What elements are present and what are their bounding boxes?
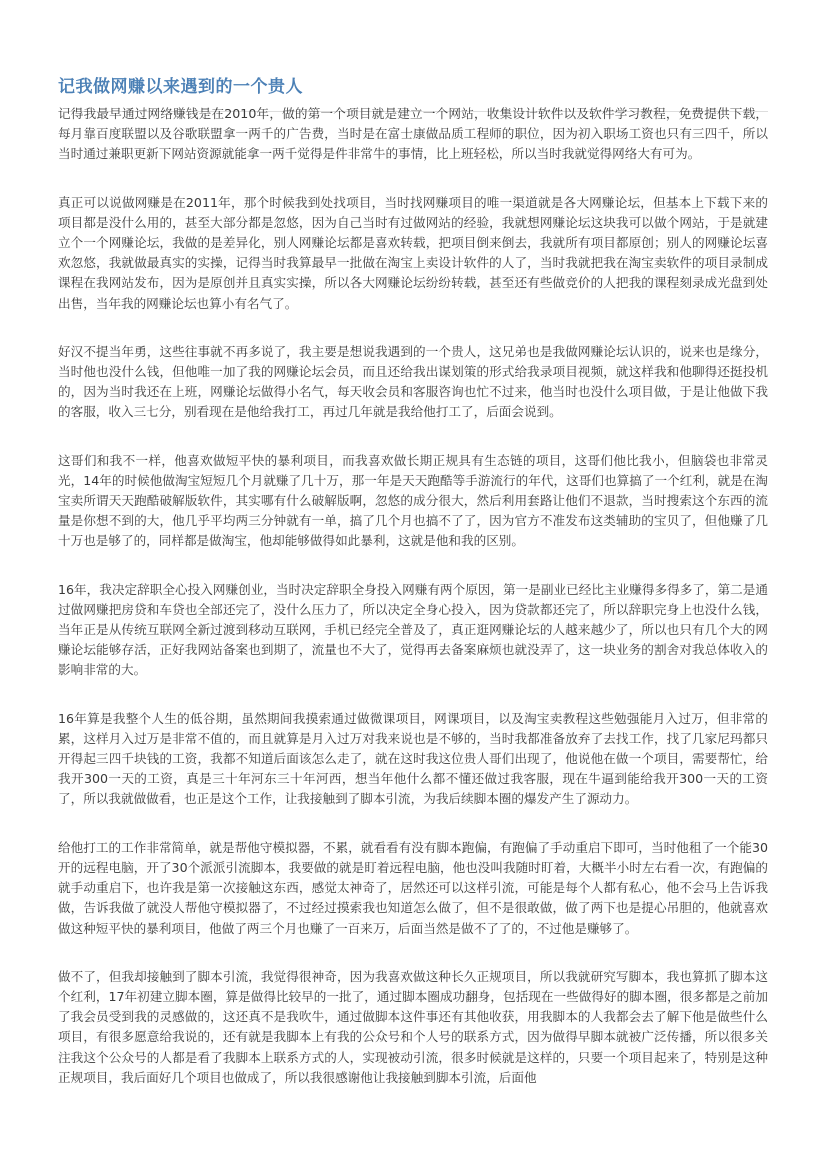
paragraph: 16年，我决定辞职全心投入网赚创业，当时决定辞职全身投入网赚有两个原因，第一是副业已经比主业赚得多得多了，第二是通过做网赚把房贷和车贷也全部还完了，没什么压力了，所以决定全身心投入，因为贷款都还完了，所以辞职完身上也没什么钱，当年正是从传统互联网全新过渡到移动互联网，手机已经完全普及了，真正逛网赚论坛的人越来越少了，所以也只有几个大的网赚论坛能够存活，正好我网站备案也到期了，流量也不大了，觉得再去备案麻烦也就没弄了，这一块业务的割舍对我总体收入的影响非常的大。 (58, 581, 768, 678)
paragraph: 给他打工的工作非常简单，就是帮他守模拟器，不累，就看看有没有脚本跑偏，有跑偏了手动重启下即可，当时他租了一个能30开的远程电脑，开了30个派派引流脚本，我要做的就是盯着远程电脑，他也没叫我随时盯着，大概半小时左右看一次，有跑偏的就手动重启下，也许我是第一次接触这东西，感觉太神奇了，居然还可以这样引流，可能是每个人都有私心，他不会马上告诉我做，告诉我做了就没人帮他守模拟器了，不过经过摸索我也知道怎么做了，但不是很敢做，做了两下也是提心吊胆的，他就喜欢做这种短平快的暴利项目，他做了两三个月也赚了一百来万，后面当然是做不了了的，不过他是赚够了。 (58, 839, 768, 936)
paragraph: 这哥们和我不一样，他喜欢做短平快的暴利项目，而我喜欢做长期正规具有生态链的项目，这哥们他比我小，但脑袋也非常灵光，14年的时候他做淘宝短短几个月就赚了几十万，那一年是天天跑酷等手游流行的年代，这哥们也算搞了一个红利，就是在淘宝卖所谓天天跑酷破解版软件，其实哪有什么破解版啊，忽悠的成分很大，然后利用套路让他们不退款，当时搜索这个东西的流量是你想不到的大，他几乎平均两三分钟就有一单，搞了几个月也搞不了了，因为官方不准发布这类辅助的宝贝了，但他赚了几十万也是够了的，同样都是做淘宝，他却能够做得如此暴利，这就是他和我的区别。 (58, 452, 768, 549)
paragraph: 真正可以说做网赚是在2011年，那个时候我到处找项目，当时找网赚项目的唯一渠道就是各大网赚论坛，但基本上下载下来的项目都是没什么用的，甚至大部分都是忽悠，因为自己当时有过做网站的经验，我就想网赚论坛这块我可以做个网站，于是就建立个一个网赚论坛，我做的是差异化，别人网赚论坛都是喜欢转载，把项目倒来倒去，我就所有项目都原创；别人的网赚论坛喜欢忽悠，我就做最真实的实操，记得当时我算最早一批做在淘宝上卖设计软件的人了，当时我就把我在淘宝卖软件的项目录制成课程在我网站发布，因为是原创并且真实实操，所以各大网赚论坛纷纷转载，甚至还有些做竞价的人把我的课程刻录成光盘到处出售，当年我的网赚论坛也算小有名气了。 (58, 194, 768, 311)
paragraph: 16年算是我整个人生的低谷期，虽然期间我摸索通过做微课项目，网课项目，以及淘宝卖教程这些勉强能月入过万，但非常的累，这样月入过万是非常不值的，而且就算是月入过万对我来说也是不够的，当时我都准备放弃了去找工作，找了几家尼玛都只开得起三四千块钱的工资，我都不知道后面该怎么走了，就在这时我这位贵人哥们出现了，他说他在做一个项目，需要帮忙，给我开300一天的工资，真是三十年河东三十年河西，想当年他什么都不懂还做过我客服，现在牛逼到能给我开300一天的工资了，所以我就做做看，也正是这个工作，让我接触到了脚本引流，为我后续脚本圈的爆发产生了源动力。 (58, 710, 768, 807)
paragraph: 记得我最早通过网络赚钱是在2010年，做的第一个项目就是建立一个网站，收集设计软件以及软件学习教程，免费提供下载，每月靠百度联盟以及谷歌联盟拿一两千的广告费，当时是在富士康做品质工程师的职位，因为初入职场工资也只有三四千，所以当时通过兼职更新下网站资源就能拿一两千觉得是件非常牛的事情，比上班轻松，所以当时我就觉得网络大有可为。 (58, 106, 768, 162)
paragraph: 好汉不提当年勇，这些往事就不再多说了，我主要是想说我遇到的一个贵人，这兄弟也是我做网赚论坛认识的，说来也是缘分，当时他也没什么钱，但他唯一加了我的网赚论坛会员，而且还给我出谋划策的形式给我录项目视频，就这样我和他聊得还挺投机的，因为当时我还在上班，网赚论坛做得小名气，每天收会员和客服咨询也忙不过来，他当时也没什么项目做，于是让他做下我的客服，收入三七分，别看现在是他给我打工，再过几年就是我给他打工了，后面会说到。 (58, 343, 768, 420)
article-title: 记我做网赚以来遇到的一个贵人 (58, 75, 768, 112)
article-body (58, 104, 768, 1116)
paragraph: 做不了，但我却接触到了脚本引流，我觉得很神奇，因为我喜欢做这种长久正规项目，所以我就研究写脚本，我也算抓了脚本这个红利，17年初建立脚本圈，算是做得比较早的一批了，通过脚本圈成功翻身，包括现在一些做得好的脚本圈，很多都是之前加了我会员受到我的灵感做的，这还真不是我吹牛，通过做脚本这件事还有其他收获，用我脚本的人我都会去了解下他是做些什么项目，有很多愿意给我说的，还有就是我脚本上有我的公众号和个人号的联系方式，因为做得早脚本就被广泛传播，所以很多关注我这个公众号的人都是看了我脚本上联系方式的人，实现被动引流，很多时候就是这样的，只要一个项目起来了，特别是这种正规项目，我后面好几个项目也做成了，所以我很感谢他让我接触到脚本引流，后面他 (58, 968, 768, 1085)
